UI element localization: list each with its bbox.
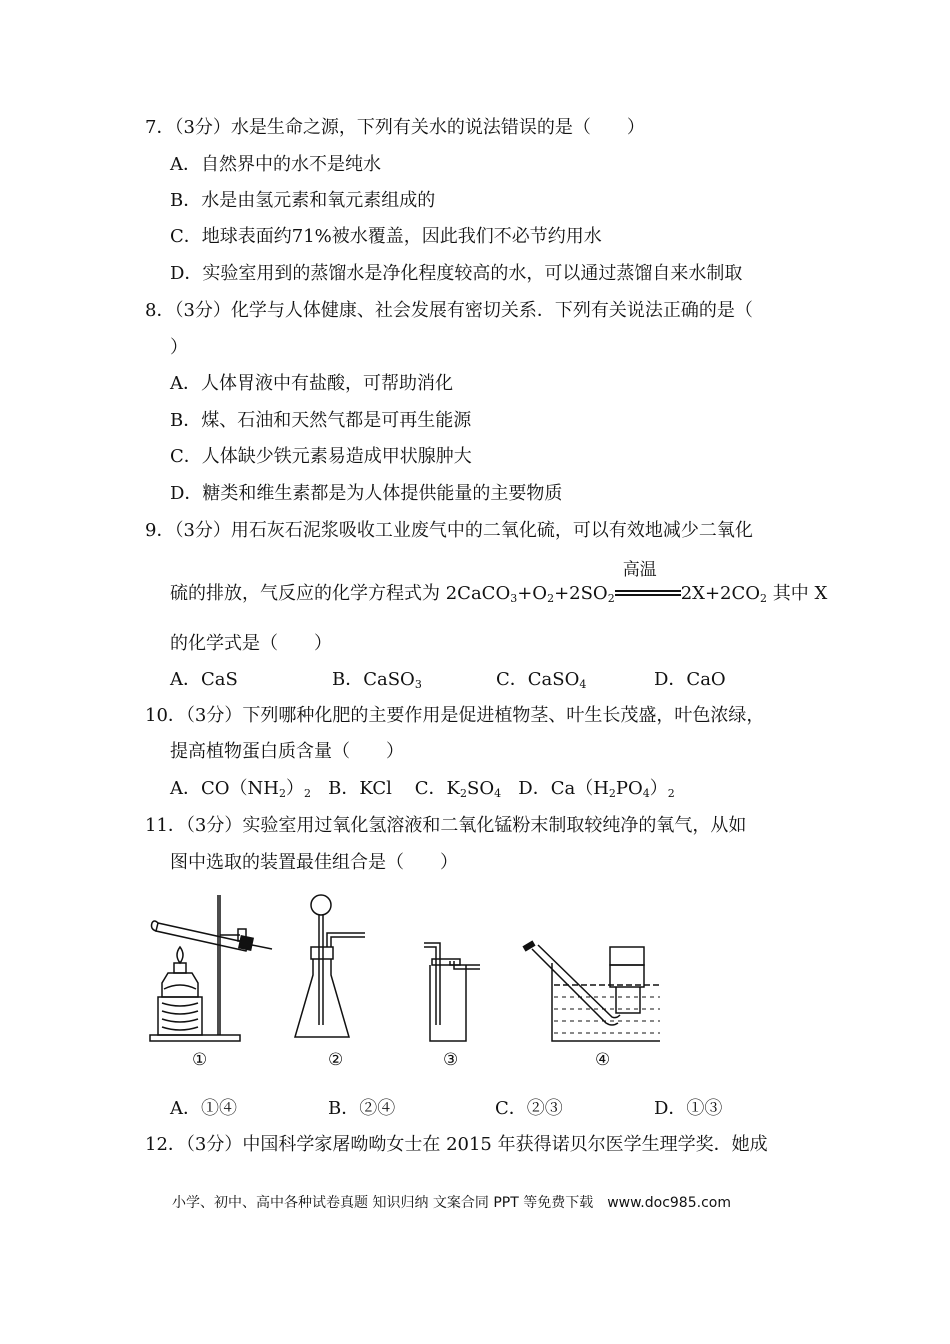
q7-option-c: C．地球表面约71%被水覆盖，因此我们不必节约用水 xyxy=(170,226,602,247)
q10-option-d: D．$Ca(H_2PO_4)_2$ xyxy=(518,778,675,800)
apparatus-1 xyxy=(150,895,272,1041)
q9-condition: 高温 xyxy=(622,560,657,580)
q10-option-b: B．KCl xyxy=(328,778,392,799)
q11-option-b: B．②④ xyxy=(328,1098,396,1119)
q7-option-d: D．实验室用到的蒸馏水是净化程度较高的水，可以通过蒸馏自来水制取 xyxy=(170,263,743,284)
q11-stem: 11．（3分）实验室用过氧化氢溶液和二氧化锰粉末制取较纯净的氧气，从如 xyxy=(145,815,747,836)
q9-reaction-arrow xyxy=(615,560,681,606)
fig-label-2: ② xyxy=(328,1050,344,1070)
q9-option-a: A．CaS xyxy=(170,669,238,690)
page-footer: 小学、初中、高中各种试卷真题 知识归纳 文案合同 PPT 等免费下载 www.doc985.com xyxy=(172,1195,731,1211)
q9-eq-suffix: 其中 X xyxy=(772,583,828,604)
q10-stem-cont: 提高植物蛋白质含量（ ） xyxy=(170,741,404,762)
q9-equation-line: 硫的排放，气反应的化学方程式为 $2CaCO_3+O_2+2SO_2$ 高温 $2X+2CO_2$ 其中 X xyxy=(170,560,828,605)
q11-option-d: D．①③ xyxy=(654,1098,723,1119)
q9-option-b: B．CaSO$_3$ xyxy=(332,669,422,691)
q8-option-b: B．煤、石油和天然气都是可再生能源 xyxy=(170,410,472,431)
q7-option-a: A．自然界中的水不是纯水 xyxy=(170,154,381,175)
q10-option-c: C．$K_2SO_4$ xyxy=(414,778,502,800)
q9-option-c: C．CaSO$_4$ xyxy=(496,669,587,691)
fig-label-1: ① xyxy=(192,1050,208,1070)
q8-stem: 8．（3分）化学与人体健康、社会发展有密切关系．下列有关说法正确的是（ xyxy=(145,300,753,321)
fig-label-3: ③ xyxy=(443,1050,459,1070)
fig-label-4: ④ xyxy=(595,1050,611,1070)
q7-option-b: B．水是由氢元素和氧元素组成的 xyxy=(170,190,436,211)
q8-option-c: C．人体缺少铁元素易造成甲状腺肿大 xyxy=(170,446,472,467)
q8-option-d: D．糖类和维生素都是为人体提供能量的主要物质 xyxy=(170,483,563,504)
q10-option-a: A．$CO(NH_2)_2$ xyxy=(170,778,311,800)
q9-stem: 9．（3分）用石灰石泥浆吸收工业废气中的二氧化硫，可以有效地减少二氧化 xyxy=(145,520,753,541)
apparatus-3 xyxy=(424,943,480,1041)
q11-options xyxy=(170,1097,770,1123)
q8-option-a: A．人体胃液中有盐酸，可帮助消化 xyxy=(170,373,453,394)
q10-stem: 10．（3分）下列哪种化肥的主要作用是促进植物茎、叶生长茂盛，叶色浓绿， xyxy=(145,705,765,726)
q7-stem: 7．（3分）水是生命之源，下列有关水的说法错误的是（ ） xyxy=(145,117,645,138)
q9-options xyxy=(170,668,770,694)
q11-option-a: A．①④ xyxy=(170,1098,237,1119)
q8-stem-cont: ） xyxy=(170,337,188,358)
q9-option-d: D．CaO xyxy=(654,669,726,690)
apparatus-figure xyxy=(140,885,660,1070)
apparatus-drawing xyxy=(140,885,660,1045)
q11-stem-cont: 图中选取的装置最佳组合是（ ） xyxy=(170,852,458,873)
q9-stem-line3: 的化学式是（ ） xyxy=(170,633,332,654)
q10-options xyxy=(170,777,675,801)
q11-option-c: C．②③ xyxy=(495,1098,563,1119)
q9-eq-prefix: 硫的排放，气反应的化学方程式为 2CaCO xyxy=(170,583,511,604)
q12-stem: 12．（3分）中国科学家屠呦呦女士在 2015 年获得诺贝尔医学生理学奖．她成 xyxy=(145,1134,768,1155)
apparatus-2 xyxy=(295,895,365,1037)
apparatus-4 xyxy=(524,943,660,1041)
